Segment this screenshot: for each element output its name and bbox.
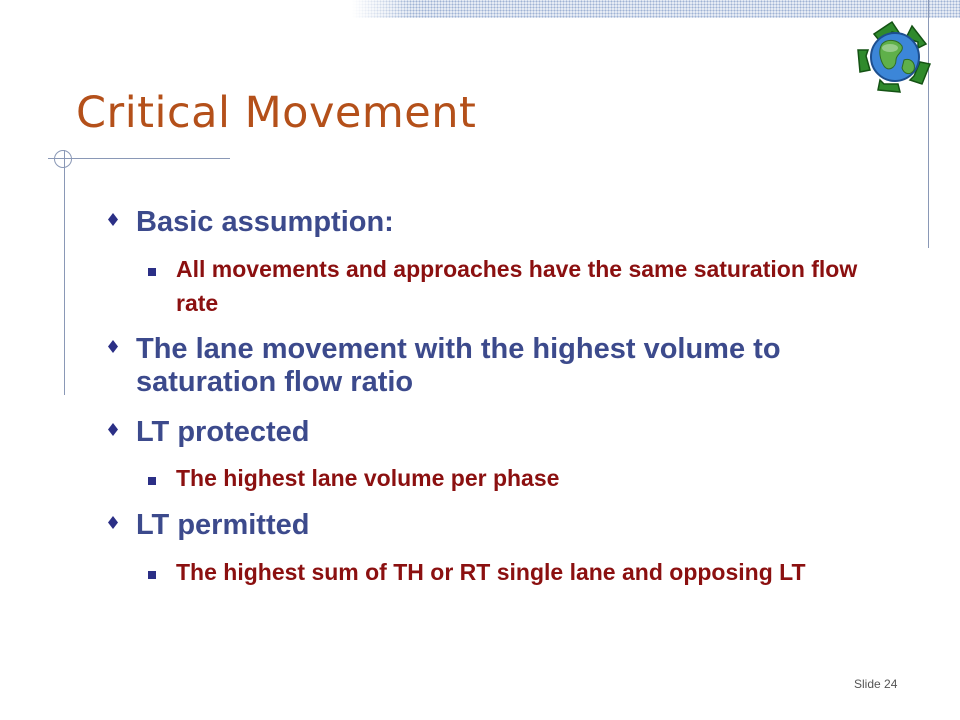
slide-number: Slide 24 bbox=[854, 677, 898, 691]
sub-bullet-text: The highest sum of TH or RT single lane and opposing LT bbox=[176, 559, 806, 585]
diamond-bullet-icon bbox=[108, 516, 118, 529]
sub-bullet-text: All movements and approaches have the same saturation flow rate bbox=[176, 256, 858, 316]
recycle-globe-icon bbox=[852, 14, 938, 96]
sub-bullet-item bbox=[104, 555, 904, 589]
diamond-bullet-icon bbox=[108, 340, 118, 353]
sub-bullet-item bbox=[104, 461, 904, 495]
sub-bullet-item bbox=[104, 252, 904, 320]
square-bullet-icon bbox=[148, 571, 156, 579]
bullet-list bbox=[104, 206, 904, 589]
left-vertical-rule bbox=[64, 150, 65, 395]
diamond-bullet-icon bbox=[108, 213, 118, 226]
bullet-text: LT permitted bbox=[136, 509, 310, 541]
bullet-text: Basic assumption: bbox=[136, 206, 394, 238]
square-bullet-icon bbox=[148, 268, 156, 276]
corner-ring-ornament bbox=[54, 150, 72, 168]
dotted-header-fade bbox=[352, 0, 412, 18]
title-underline-rule bbox=[48, 158, 230, 159]
bullet-text: The lane movement with the highest volume to saturation flow ratio bbox=[136, 333, 781, 398]
bullet-item bbox=[104, 206, 904, 239]
diamond-bullet-icon bbox=[108, 423, 118, 436]
slide-title: Critical Movement bbox=[76, 88, 477, 138]
bullet-item bbox=[104, 509, 904, 542]
sub-bullet-text: The highest lane volume per phase bbox=[176, 465, 560, 491]
bullet-text: LT protected bbox=[136, 416, 310, 448]
bullet-item bbox=[104, 333, 904, 399]
bullet-item bbox=[104, 416, 904, 449]
square-bullet-icon bbox=[148, 477, 156, 485]
